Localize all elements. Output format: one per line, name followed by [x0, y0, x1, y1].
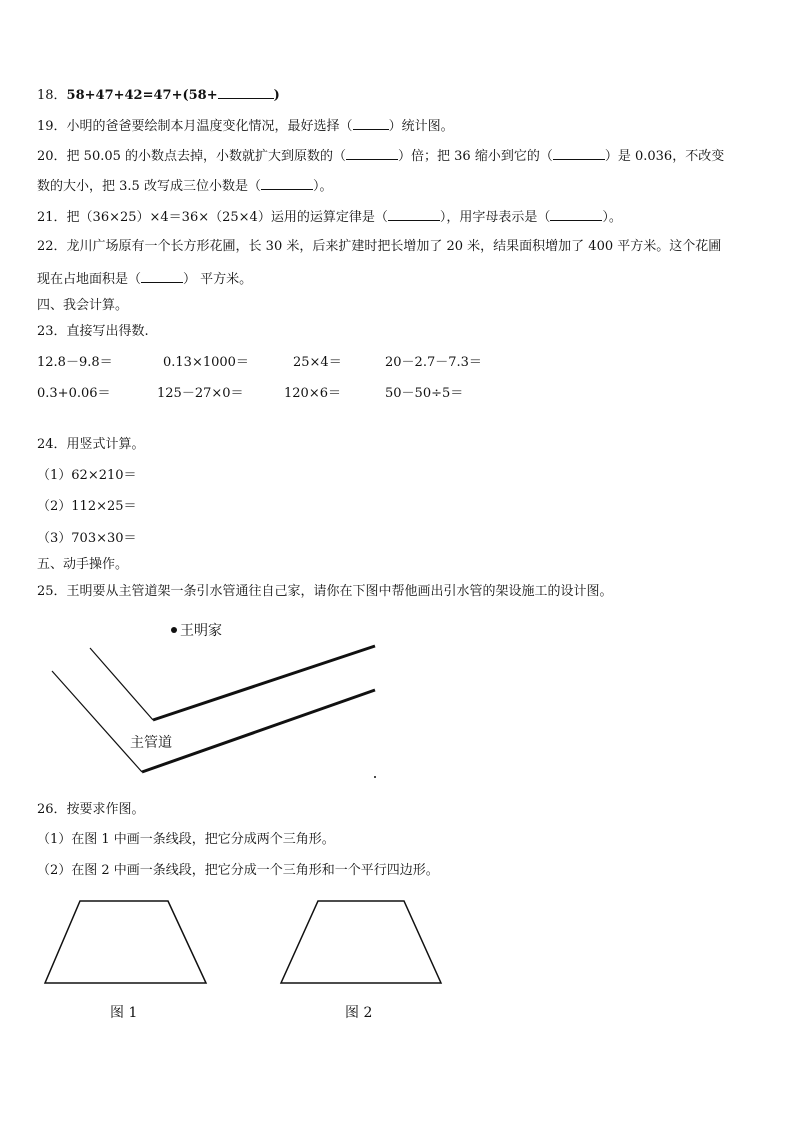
- vertical-calc-item: （3）703×30＝: [37, 531, 137, 546]
- question-26-item1: （1）在图 1 中画一条线段，把它分成两个三角形。: [37, 832, 335, 847]
- question-number: 22．: [37, 239, 67, 254]
- question-20-line1: 20．把 50.05 的小数点去掉，小数就扩大到原数的（ ）倍；把 36 缩小到它的（ ）是 0.036，不改变: [37, 146, 724, 166]
- question-23: 23．直接写出得数.: [37, 324, 149, 339]
- question-18: 18．58+47+42=47+(58+ ): [37, 85, 280, 105]
- question-number: 23．: [37, 324, 67, 339]
- calc-item: 0.13×1000＝: [163, 355, 249, 370]
- home-label: 王明家: [180, 623, 222, 639]
- calc-item: 50－50÷5＝: [385, 386, 464, 401]
- calc-item: 120×6＝: [284, 386, 341, 401]
- figure-1-label: 图 1: [110, 1005, 138, 1021]
- section-heading: 五、动手操作。: [37, 557, 129, 572]
- question-26-item2: （2）在图 2 中画一条线段，把它分成一个三角形和一个平行四边形。: [37, 863, 439, 878]
- pipe-label: 主管道: [130, 735, 172, 751]
- question-number: 21．: [37, 210, 67, 225]
- question-number: 24．: [37, 437, 67, 452]
- question-number: 26．: [37, 802, 67, 817]
- question-number: 19．: [37, 119, 67, 134]
- vertical-calc-item: （2）112×25＝: [37, 499, 137, 514]
- calc-item: 20－2.7－7.3＝: [385, 355, 482, 370]
- figure-2-label: 图 2: [345, 1005, 373, 1021]
- calc-item: 12.8－9.8＝: [37, 355, 113, 370]
- question-22-line2: 现在占地面积是（ ） 平方米。: [37, 269, 252, 289]
- question-text: 58+47+42=47+(58+: [66, 88, 218, 103]
- calc-item: 125－27×0＝: [157, 386, 244, 401]
- section-heading: 四、我会计算。: [37, 298, 129, 313]
- question-24: 24．用竖式计算。: [37, 437, 145, 452]
- calc-item: 25×4＝: [293, 355, 342, 370]
- question-text: 小明的爸爸要绘制本月温度变化情况，最好选择（: [66, 119, 353, 134]
- question-26: 26．按要求作图。: [37, 802, 145, 817]
- trapezoid-figure-1: [45, 901, 206, 983]
- question-number: 18．: [37, 88, 67, 103]
- question-22-line1: 22．龙川广场原有一个长方形花圃，长 30 米，后来扩建时把长增加了 20 米，结果面积增加了 400 平方米。这个花圃: [37, 239, 722, 254]
- vertical-calc-item: （1）62×210＝: [37, 468, 137, 483]
- question-19: 19．小明的爸爸要绘制本月温度变化情况，最好选择（ ）统计图。: [37, 116, 454, 136]
- question-20-line2: 数的大小，把 3.5 改写成三位小数是（ ）。: [37, 176, 332, 196]
- question-number: 25．: [37, 584, 67, 599]
- question-25: 25．王明要从主管道架一条引水管通往自己家，请你在下图中帮他画出引水管的架设施工的设计图。: [37, 584, 613, 599]
- calc-item: 0.3+0.06＝: [37, 386, 111, 401]
- question-21: 21．把（36×25）×4＝36×（25×4）运用的运算定律是（ ），用字母表示是（ ）。: [37, 207, 622, 227]
- trapezoid-figure-2: [281, 901, 441, 983]
- question-number: 20．: [37, 149, 67, 164]
